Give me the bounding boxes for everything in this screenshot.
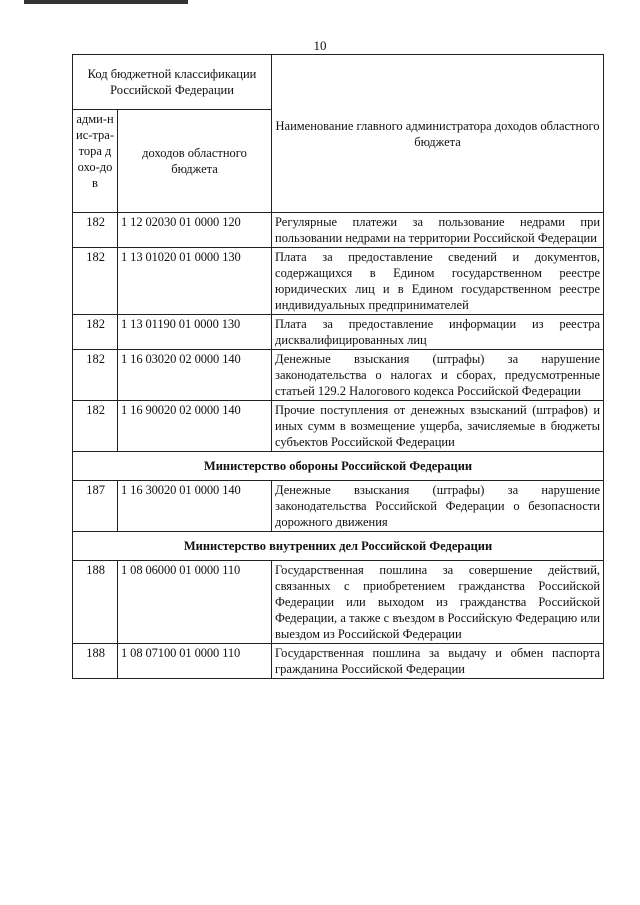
budget-code-cell: 1 16 30020 01 0000 140 [118, 481, 272, 532]
administrator-name-cell: Плата за предоставление информации из реестра дисквалифицированных лиц [272, 315, 604, 350]
admin-code-cell: 182 [73, 315, 118, 350]
table-row [73, 350, 604, 401]
budget-code-cell: 1 16 03020 02 0000 140 [118, 350, 272, 401]
admin-code-cell: 182 [73, 350, 118, 401]
admin-code-cell: 187 [73, 481, 118, 532]
admin-code-cell: 182 [73, 213, 118, 248]
table-row [73, 401, 604, 452]
budget-code-cell: 1 13 01020 01 0000 130 [118, 248, 272, 315]
table-row [73, 481, 604, 532]
top-rule [24, 0, 188, 4]
administrator-name-cell: Денежные взыскания (штрафы) за нарушение законодательства о налогах и сборах, предусмотренные статьей 129.2 Налогового кодекса Российской Федерации [272, 350, 604, 401]
admin-code-cell: 182 [73, 401, 118, 452]
admin-code-cell: 188 [73, 644, 118, 679]
budget-code-cell: 1 16 90020 02 0000 140 [118, 401, 272, 452]
section-title: Министерство внутренних дел Российской Федерации [73, 532, 604, 561]
administrator-name-cell: Прочие поступления от денежных взысканий (штрафов) и иных сумм в возмещение ущерба, зачисляемые в бюджеты субъектов Российской Федерации [272, 401, 604, 452]
revenue-administrators-table [72, 54, 604, 679]
section-row [73, 452, 604, 481]
table-row [73, 315, 604, 350]
header-admin-column: адми-нис-тра-тора дохо-дов [73, 110, 118, 213]
administrator-name-cell: Регулярные платежи за пользование недрами при пользовании недрами на территории Российской Федерации [272, 213, 604, 248]
admin-code-cell: 188 [73, 561, 118, 644]
section-row [73, 532, 604, 561]
administrator-name-cell: Плата за предоставление сведений и документов, содержащихся в Едином государственном реестре юридических лиц и в Едином государственном реестре индивидуальных предпринимателей [272, 248, 604, 315]
administrator-name-cell: Государственная пошлина за совершение действий, связанных с приобретением гражданства Российской Федерации или выходом из гражданства Российской Федерации, а также с въездом в Российскую Федерацию или выездом из Российской Федерации [272, 561, 604, 644]
budget-code-cell: 1 08 07100 01 0000 110 [118, 644, 272, 679]
table-row [73, 561, 604, 644]
budget-code-cell: 1 08 06000 01 0000 110 [118, 561, 272, 644]
administrator-name-cell: Государственная пошлина за выдачу и обмен паспорта гражданина Российской Федерации [272, 644, 604, 679]
budget-code-cell: 1 12 02030 01 0000 120 [118, 213, 272, 248]
table-body [73, 213, 604, 679]
table-row [73, 248, 604, 315]
page-number: 10 [313, 38, 327, 53]
header-revenue-column: доходов областного бюджета [118, 110, 272, 213]
section-title: Министерство обороны Российской Федерации [73, 452, 604, 481]
admin-code-cell: 182 [73, 248, 118, 315]
table-row [73, 213, 604, 248]
header-name-column: Наименование главного администратора доходов областного бюджета [272, 55, 604, 213]
table-row [73, 644, 604, 679]
budget-code-cell: 1 13 01190 01 0000 130 [118, 315, 272, 350]
header-code-group: Код бюджетной классификации Российской Федерации [73, 55, 272, 110]
administrator-name-cell: Денежные взыскания (штрафы) за нарушение законодательства Российской Федерации о безопасности дорожного движения [272, 481, 604, 532]
